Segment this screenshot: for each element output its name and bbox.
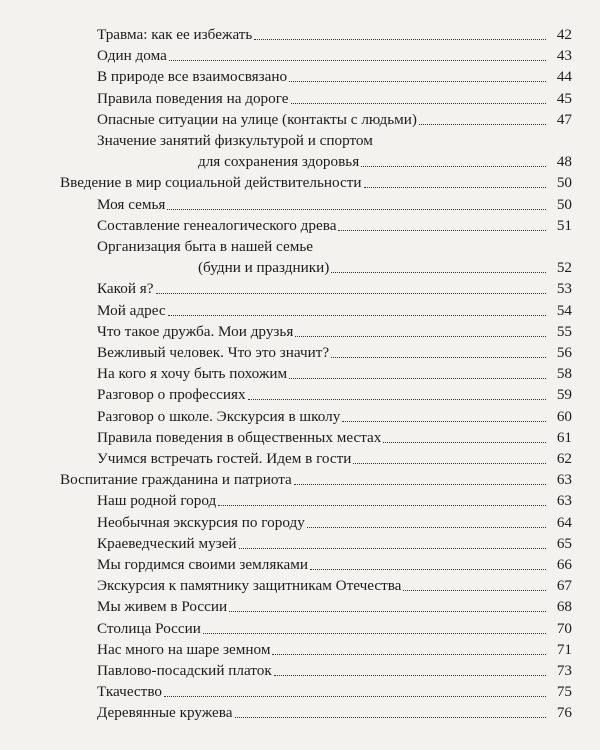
toc-entry — [60, 47, 572, 64]
toc-entry — [60, 408, 572, 425]
toc-entry — [60, 238, 572, 255]
toc-entry — [60, 68, 572, 85]
toc-entry — [60, 492, 572, 509]
dot-leader — [289, 81, 546, 82]
dot-leader — [235, 717, 547, 718]
toc-page-number: 63 — [556, 471, 572, 489]
dot-leader — [289, 378, 546, 379]
toc-page-number: 44 — [556, 68, 572, 86]
toc-entry-title: Правила поведения в общественных местах — [97, 428, 382, 446]
toc-entry-title: Наш родной город — [97, 492, 217, 510]
toc-page-number: 61 — [556, 428, 572, 446]
dot-leader — [229, 611, 546, 612]
toc-page-number: 73 — [556, 662, 572, 679]
toc-entry-title: Нас много на шаре земном — [97, 640, 271, 658]
dot-leader — [169, 60, 546, 61]
toc-entry — [60, 196, 572, 213]
toc-entry — [60, 450, 572, 467]
toc-page-number: 55 — [556, 322, 572, 340]
toc-entry-title: На кого я хочу быть похожим — [97, 365, 288, 383]
toc-page-number: 68 — [556, 598, 572, 616]
toc-entry-title: Столица России — [97, 619, 201, 637]
toc-entry-title: Значение занятий физкультурой и спортом — [97, 132, 373, 149]
dot-leader — [331, 272, 546, 273]
toc-section-heading — [60, 174, 572, 191]
dot-leader — [156, 293, 546, 294]
toc-entry-title: Воспитание гражданина и патриота — [60, 471, 292, 489]
toc-page-number: 59 — [556, 386, 572, 404]
toc-entry — [60, 662, 572, 679]
dot-leader — [364, 187, 547, 188]
toc-entry — [60, 620, 572, 637]
toc-entry-title: Введение в мир социальной действительности — [60, 174, 362, 192]
toc-page-number: 70 — [556, 619, 572, 637]
toc-entry-title: В природе все взаимосвязано — [97, 68, 288, 86]
dot-leader — [274, 675, 546, 676]
toc-entry — [60, 280, 572, 297]
toc-entry — [60, 535, 572, 552]
dot-leader — [203, 633, 546, 634]
toc-page-number: 51 — [556, 216, 572, 234]
toc-entry-title: Разговор о профессиях — [97, 386, 246, 404]
toc-page-number: 48 — [556, 153, 572, 171]
toc-entry-title: Мы гордимся своими земляками — [97, 556, 308, 573]
toc-entry — [60, 111, 572, 128]
toc-page-number: 56 — [556, 344, 572, 361]
toc-section-heading — [60, 471, 572, 488]
toc-entry-title: Какой я? — [97, 280, 154, 298]
toc-page-number: 63 — [556, 492, 572, 510]
toc-entry-title: Правила поведения на дороге — [97, 89, 289, 107]
toc-entry-title: Ткачество — [97, 683, 162, 701]
toc-entry-title: Травма: как ее избежать — [97, 26, 253, 43]
toc-entry-title: Экскурсия к памятнику защитникам Отечества — [97, 577, 402, 595]
toc-page-number: 67 — [556, 577, 572, 595]
toc-entry — [60, 641, 572, 658]
toc-page-number: 52 — [556, 259, 572, 277]
dot-leader — [248, 399, 546, 400]
toc-entry-title: Краеведческий музей — [97, 534, 237, 552]
toc-entry-title: Составление генеалогического древа — [97, 216, 337, 234]
toc-entry-title: Мы живем в России — [97, 598, 228, 616]
toc-entry-title: (будни и праздники) — [198, 259, 330, 277]
toc-page-number: 76 — [556, 704, 572, 722]
toc-entry-title: Опасные ситуации на улице (контакты с людьми) — [97, 110, 417, 128]
toc-entry — [60, 704, 572, 721]
toc-entry-title: Один дома — [97, 47, 167, 65]
toc-entry-title: Разговор о школе. Экскурсия в школу — [97, 407, 341, 425]
dot-leader — [310, 569, 546, 570]
dot-leader — [164, 696, 546, 697]
toc-page-number: 50 — [556, 195, 572, 213]
toc-page-number: 50 — [556, 174, 572, 192]
toc-entry — [60, 132, 572, 149]
toc-entry-title: Учимся встречать гостей. Идем в гости — [97, 450, 352, 467]
dot-leader — [342, 421, 546, 422]
dot-leader — [272, 654, 546, 655]
dot-leader — [383, 442, 546, 443]
dot-leader — [294, 484, 546, 485]
toc-entry — [60, 365, 572, 382]
toc-entry — [60, 556, 572, 573]
toc-entry-title: Организация быта в нашей семье — [97, 238, 313, 255]
toc-page-number: 66 — [556, 556, 572, 573]
toc-page-number: 65 — [556, 534, 572, 552]
toc-entry-continuation — [60, 153, 572, 170]
toc-entry-title: Павлово-посадский платок — [97, 662, 272, 679]
toc-entry-title: для сохранения здоровья — [198, 153, 360, 171]
toc-page-number: 54 — [556, 301, 572, 319]
dot-leader — [291, 103, 546, 104]
dot-leader — [218, 505, 546, 506]
toc-entry — [60, 386, 572, 403]
toc-entry-title: Что такое дружба. Мои друзья — [97, 322, 294, 340]
toc-page-number: 75 — [556, 683, 572, 701]
toc-entry — [60, 598, 572, 615]
toc-page-number: 42 — [556, 26, 572, 43]
toc-entry — [60, 90, 572, 107]
toc-page-number: 47 — [556, 110, 572, 128]
toc-entry — [60, 577, 572, 594]
dot-leader — [331, 357, 546, 358]
dot-leader — [307, 527, 546, 528]
toc-entry — [60, 344, 572, 361]
toc-page-number: 43 — [556, 47, 572, 65]
dot-leader — [403, 590, 546, 591]
toc-entry-continuation — [60, 259, 572, 276]
toc-page-number: 62 — [556, 450, 572, 467]
dot-leader — [168, 315, 546, 316]
dot-leader — [295, 336, 546, 337]
dot-leader — [167, 209, 546, 210]
dot-leader — [419, 124, 546, 125]
toc-page-number: 64 — [556, 513, 572, 531]
dot-leader — [254, 39, 546, 40]
toc-entry — [60, 302, 572, 319]
toc-entry — [60, 217, 572, 234]
dot-leader — [361, 166, 546, 167]
toc-entry-title: Вежливый человек. Что это значит? — [97, 344, 330, 361]
dot-leader — [239, 548, 546, 549]
dot-leader — [353, 463, 546, 464]
toc-page-number: 45 — [556, 89, 572, 107]
toc-entry-title: Моя семья — [97, 195, 166, 213]
toc-page-number: 60 — [556, 407, 572, 425]
toc-page-number: 58 — [556, 365, 572, 383]
toc-page-number: 71 — [556, 640, 572, 658]
toc-entry — [60, 26, 572, 43]
dot-leader — [338, 230, 546, 231]
toc-entry — [60, 514, 572, 531]
toc-entry — [60, 323, 572, 340]
toc-entry-title: Деревянные кружева — [97, 704, 233, 722]
toc-entry-title: Мой адрес — [97, 301, 166, 319]
toc-entry-title: Необычная экскурсия по городу — [97, 513, 305, 531]
toc-entry — [60, 429, 572, 446]
toc-page-number: 53 — [556, 280, 572, 298]
toc-entry — [60, 683, 572, 700]
